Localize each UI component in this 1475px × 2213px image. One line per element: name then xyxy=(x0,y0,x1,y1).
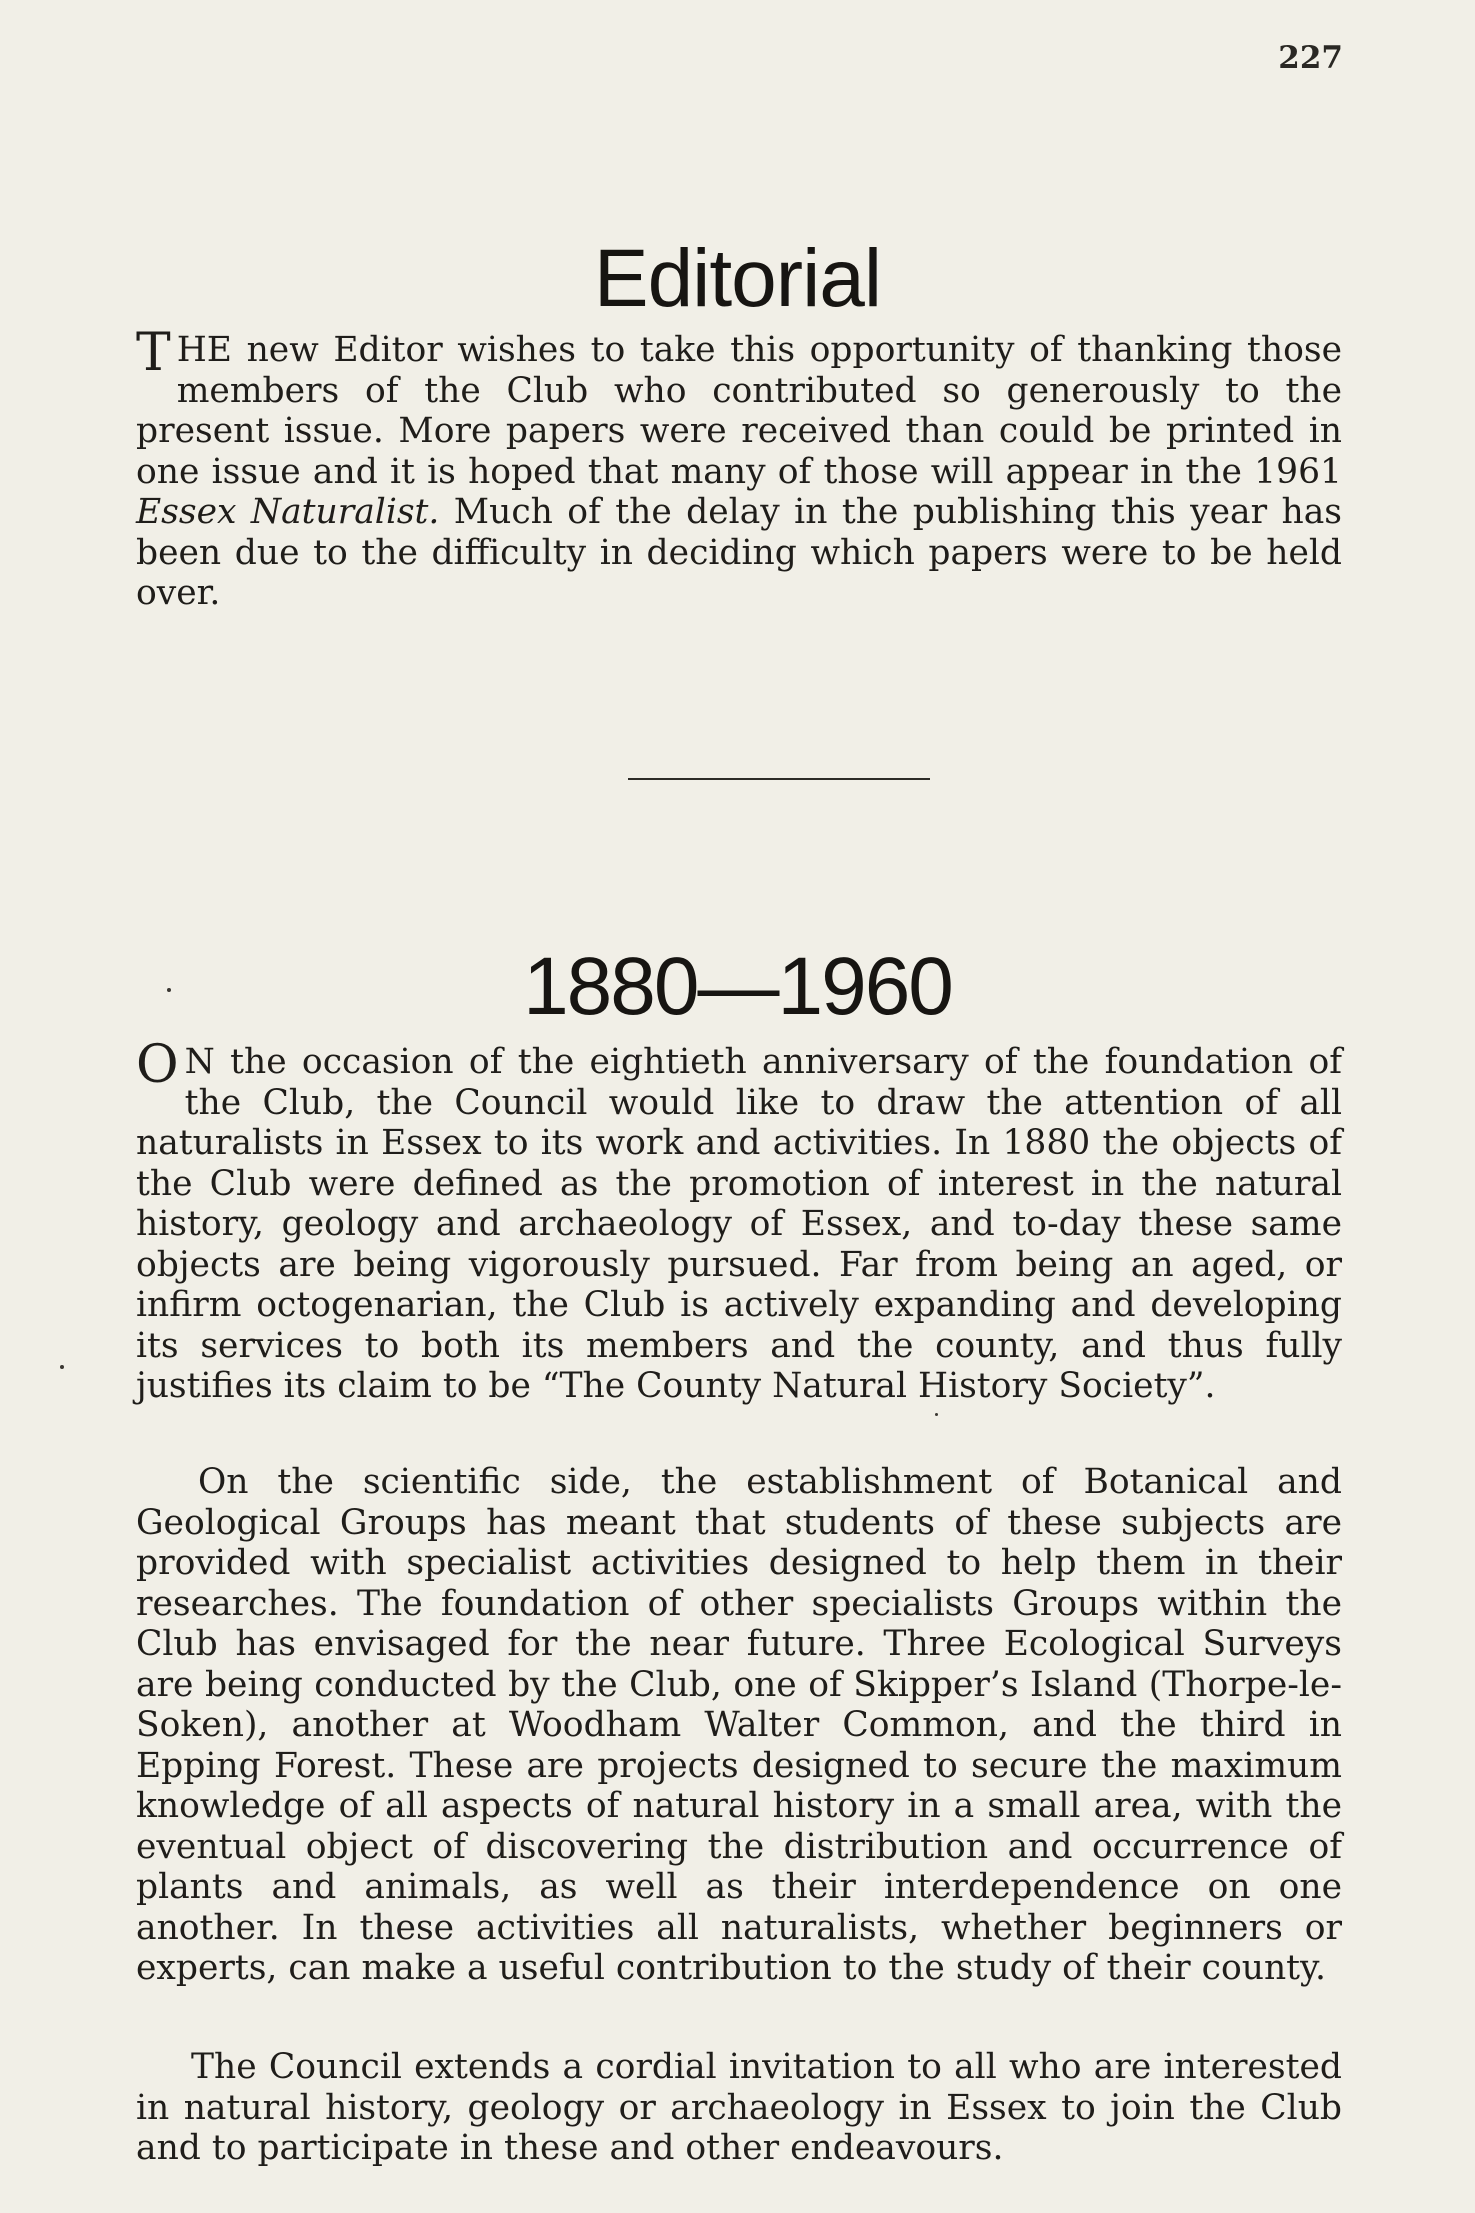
print-speck xyxy=(935,1413,938,1416)
journal-title: Essex Naturalist. xyxy=(136,492,440,532)
anniversary-dropcap: O xyxy=(136,1035,179,1095)
editorial-dropcap: T xyxy=(136,323,171,383)
scientific-paragraph xyxy=(136,1462,1342,1989)
print-speck xyxy=(167,988,171,992)
invitation-paragraph xyxy=(136,2047,1342,2169)
anniversary-text: N the occasion of the eightieth anniversary of the foundation of the Club, the Council would like to draw the attention of all naturalists in Essex to its work and activities. In 1880 the objects of the Club were defined as the promotion of interest in the natural history, geology and archaeology of Essex, and to-day these same objects are being vigorously pursued. Far from being an aged, or infirm octogenarian, the Club is actively expanding and developing its services to both its members and the county, and thus fully justifies its claim to be “The County Natural History Society”. xyxy=(136,1042,1342,1406)
editorial-paragraph xyxy=(136,323,1342,614)
anniversary-paragraph xyxy=(136,1035,1342,1407)
invitation-text: The Council extends a cordial invitation to all who are interested in natural history, geology or archaeology in Essex to join the Club and to participate in these and other endeavours. xyxy=(136,2047,1342,2168)
editorial-text: HE new Editor wishes to take this opportunity of thanking those members of the Club who contributed so generously to the present issue. More papers were received than could be printed in one issue and it is hoped that many of those will appear in the 1961 xyxy=(136,330,1342,492)
anniversary-heading: 1880—1960 xyxy=(523,941,952,1032)
editorial-heading: Editorial xyxy=(593,233,882,324)
scientific-text: On the scientific side, the establishment of Botanical and Geological Groups has meant that students of these subjects are provided with specialist activities designed to help them in their researches. The foundation of other specialists Groups within the Club has envisaged for the near future. Three Ecological Surveys are being conducted by the Club, one of Skipper’s Island (Thorpe-le-Soken), another at Woodham Walter Common, and the third in Epping Forest. These are projects designed to secure the maximum knowledge of all aspects of natural history in a small area, with the eventual object of discovering the distribution and occurrence of plants and animals, as well as their interdependence on one another. In these activities all naturalists, whether beginners or experts, can make a useful contribution to the study of their county. xyxy=(136,1462,1342,1988)
page-number: 227 xyxy=(1278,40,1343,76)
editorial-text-end: Much of the delay in the publishing this year has been due to the difficulty in deciding which papers were to be held over. xyxy=(136,492,1342,613)
section-divider xyxy=(628,778,930,780)
print-speck xyxy=(60,1365,64,1369)
